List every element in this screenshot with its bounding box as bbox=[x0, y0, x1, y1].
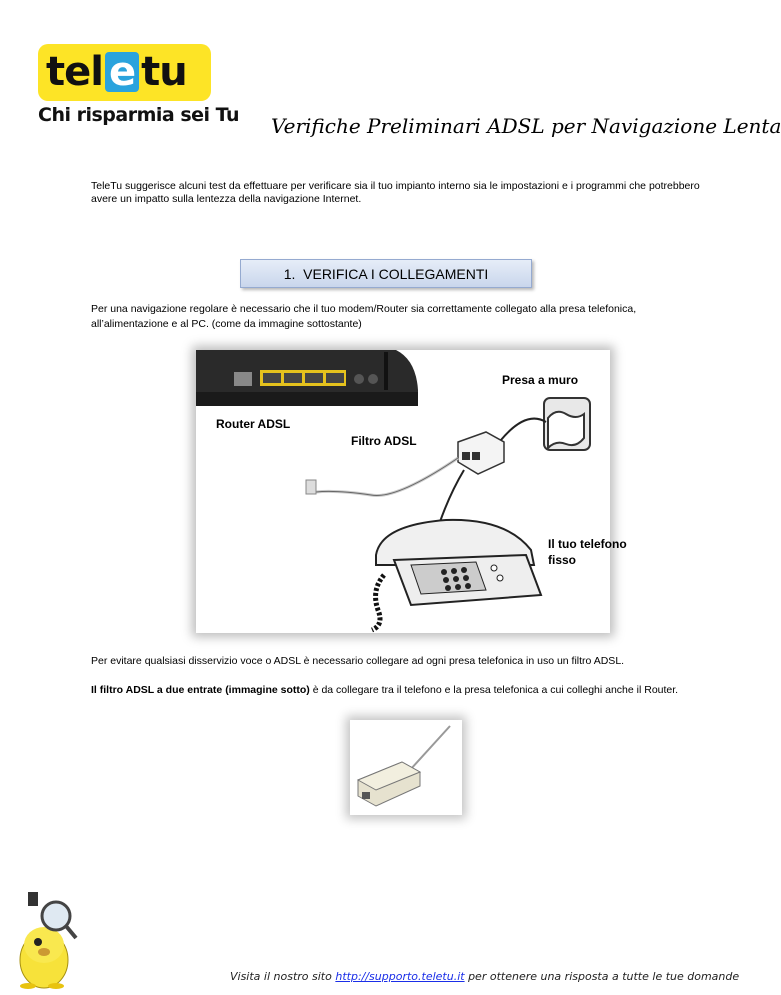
support-link[interactable]: http://supporto.teletu.it bbox=[335, 970, 465, 983]
page-title: Verifiche Preliminari ADSL per Navigazione Lenta bbox=[271, 114, 781, 138]
footer-text: Visita il nostro sito http://supporto.teletu.it per ottenere una risposta a tutte le tue domande bbox=[230, 970, 740, 983]
adsl-filter-image bbox=[458, 432, 504, 474]
paragraph-filter-rest: è da collegare tra il telefono e la presa telefonica a cui colleghi anche il Router. bbox=[309, 684, 679, 696]
telephone-image bbox=[372, 520, 541, 630]
label-filter: Filtro ADSL bbox=[351, 434, 417, 448]
paragraph-filter-bold: Il filtro ADSL a due entrate (immagine sotto) bbox=[91, 684, 310, 696]
logo-tagline: Chi risparmia sei Tu bbox=[38, 104, 240, 126]
paragraph-filter-connection bbox=[91, 684, 731, 696]
paragraph-connections: Per una navigazione regolare è necessario che il tuo modem/Router sia correttamente collegato alla presa telefonica, all’alimentazione e al PC. (come da immagine sottostante) bbox=[91, 303, 637, 330]
section-heading-text: 1. VERIFICA I COLLEGAMENTI bbox=[283, 265, 489, 282]
filter-photo bbox=[350, 720, 462, 815]
label-wall-socket: Presa a muro bbox=[502, 373, 579, 387]
mascot-magnifier-icon bbox=[14, 890, 80, 990]
connection-diagram bbox=[196, 350, 627, 633]
intro-paragraph: TeleTu suggerisce alcuni test da effettuare per verificare sia il tuo impianto interno sia le impostazioni e i programmi che potrebbero avere un impatto sulla lentezza della navigazione Internet. bbox=[91, 180, 700, 205]
label-phone-line1: Il tuo telefono bbox=[548, 537, 627, 551]
label-router: Router ADSL bbox=[216, 417, 291, 431]
section-heading-collegamenti bbox=[240, 259, 532, 288]
teletu-logo-text: tel e tu bbox=[46, 49, 187, 95]
label-phone-line2: fisso bbox=[548, 553, 577, 567]
router-image bbox=[196, 350, 418, 406]
wall-socket-image bbox=[544, 398, 590, 450]
paragraph-filter-info: Per evitare qualsiasi disservizio voce o ADSL è necessario collegare ad ogni presa telefonica in uso un filtro ADSL. bbox=[91, 655, 625, 667]
